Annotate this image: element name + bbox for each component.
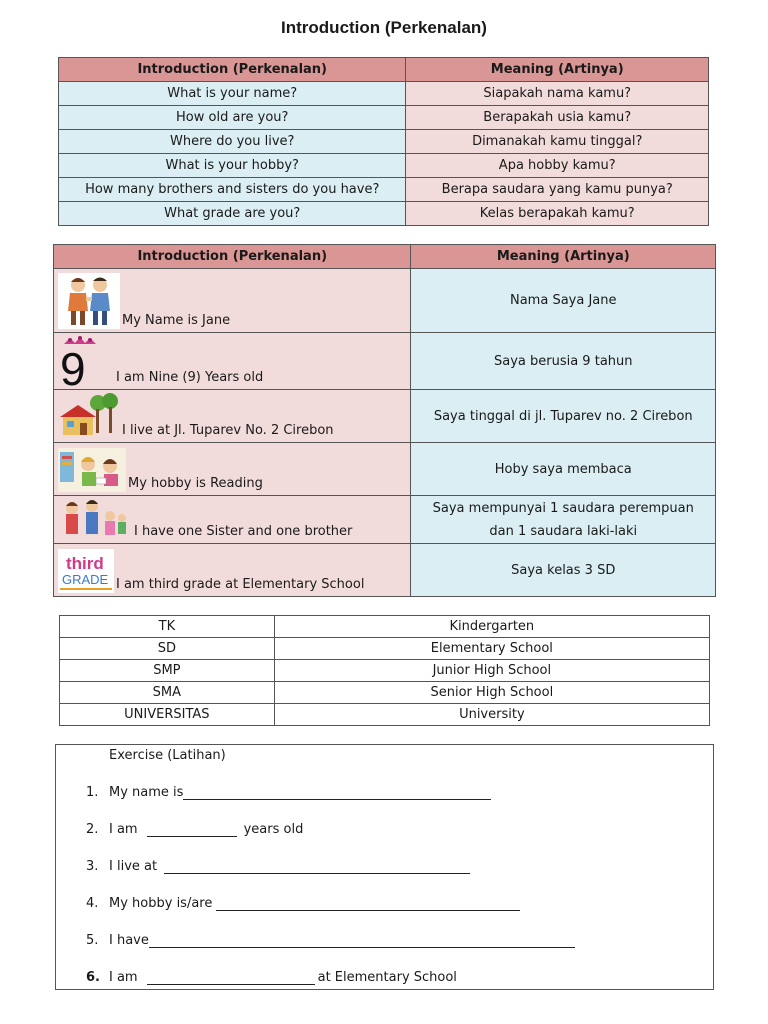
answer-text: My hobby is Reading bbox=[128, 476, 263, 491]
table-row bbox=[59, 178, 709, 202]
item-number: 3. bbox=[86, 859, 99, 874]
house-trees-icon bbox=[58, 393, 120, 439]
meaning-cell: Saya berusia 9 tahun bbox=[411, 333, 716, 390]
question-cell: Where do you live? bbox=[59, 130, 406, 154]
exercise-box bbox=[55, 744, 714, 990]
family-icon bbox=[58, 500, 130, 540]
answer-cell bbox=[54, 496, 411, 544]
table-row bbox=[59, 154, 709, 178]
meaning-cell: Kelas berapakah kamu? bbox=[406, 202, 709, 226]
exercise-title: Exercise (Latihan) bbox=[109, 748, 226, 763]
meaning-cell: Saya kelas 3 SD bbox=[411, 544, 716, 597]
number-nine-icon bbox=[58, 336, 110, 386]
answer-cell bbox=[54, 443, 411, 496]
answer-text: I live at Jl. Tuparev No. 2 Cirebon bbox=[122, 423, 334, 438]
third-word: third bbox=[66, 554, 104, 573]
meaning-cell: Siapakah nama kamu? bbox=[406, 82, 709, 106]
meaning-line: Saya mempunyai 1 saudara perempuan bbox=[432, 500, 694, 516]
meaning-line: dan 1 saudara laki-laki bbox=[489, 523, 638, 539]
level-abbr: SD bbox=[60, 638, 275, 660]
level-abbr: SMA bbox=[60, 682, 275, 704]
level-name: University bbox=[274, 704, 709, 726]
table-row bbox=[54, 443, 716, 496]
item-prompt: I am bbox=[109, 970, 138, 985]
table-row bbox=[60, 660, 710, 682]
item-number: 2. bbox=[86, 822, 99, 837]
meaning-cell: Saya tinggal di jl. Tuparev no. 2 Cirebon bbox=[411, 390, 716, 443]
header-introduction: Introduction (Perkenalan) bbox=[54, 245, 411, 269]
header-meaning: Meaning (Artinya) bbox=[406, 58, 709, 82]
table-header-row bbox=[54, 245, 716, 269]
exercise-item bbox=[86, 859, 473, 874]
item-prompt: I am bbox=[109, 822, 138, 837]
table-row bbox=[59, 202, 709, 226]
school-levels-table bbox=[59, 615, 710, 726]
table-row bbox=[54, 390, 716, 443]
answer-blank[interactable] bbox=[216, 897, 520, 911]
answers-table bbox=[53, 244, 716, 597]
question-cell: What grade are you? bbox=[59, 202, 406, 226]
table-row bbox=[54, 269, 716, 333]
level-name: Junior High School bbox=[274, 660, 709, 682]
item-number: 6. bbox=[86, 970, 100, 985]
answer-cell bbox=[54, 390, 411, 443]
item-prompt: I live at bbox=[109, 859, 158, 874]
meaning-cell: Nama Saya Jane bbox=[411, 269, 716, 333]
level-name: Elementary School bbox=[274, 638, 709, 660]
children-reading-icon bbox=[58, 448, 126, 492]
meaning-cell: Berapa saudara yang kamu punya? bbox=[406, 178, 709, 202]
exercise-item bbox=[86, 970, 457, 985]
header-introduction: Introduction (Perkenalan) bbox=[59, 58, 406, 82]
meaning-cell: Hoby saya membaca bbox=[411, 443, 716, 496]
children-greeting-icon bbox=[58, 273, 120, 329]
table-row bbox=[60, 638, 710, 660]
level-name: Senior High School bbox=[274, 682, 709, 704]
answer-blank[interactable] bbox=[149, 934, 575, 948]
item-prompt: My hobby is/are bbox=[109, 896, 213, 911]
table-row bbox=[60, 704, 710, 726]
table-row bbox=[60, 616, 710, 638]
answer-cell bbox=[54, 333, 411, 390]
questions-table bbox=[58, 57, 709, 226]
question-cell: How old are you? bbox=[59, 106, 406, 130]
answer-text: I am Nine (9) Years old bbox=[116, 370, 264, 385]
table-row bbox=[59, 106, 709, 130]
meaning-cell: Berapakah usia kamu? bbox=[406, 106, 709, 130]
answer-text: I have one Sister and one brother bbox=[134, 524, 353, 539]
table-row bbox=[54, 544, 716, 597]
answer-cell bbox=[54, 269, 411, 333]
answer-blank[interactable] bbox=[183, 786, 491, 800]
item-number: 1. bbox=[86, 785, 99, 800]
exercise-item bbox=[86, 896, 523, 911]
table-row bbox=[54, 496, 716, 544]
level-abbr: TK bbox=[60, 616, 275, 638]
item-suffix: at Elementary School bbox=[317, 970, 457, 985]
answer-text: My Name is Jane bbox=[122, 313, 231, 328]
meaning-cell: Dimanakah kamu tinggal? bbox=[406, 130, 709, 154]
exercise-item bbox=[86, 933, 578, 948]
answer-blank[interactable] bbox=[164, 860, 470, 874]
question-cell: What is your name? bbox=[59, 82, 406, 106]
level-name: Kindergarten bbox=[274, 616, 709, 638]
answer-blank[interactable] bbox=[147, 971, 315, 985]
item-number: 4. bbox=[86, 896, 99, 911]
item-prompt: I have bbox=[109, 933, 149, 948]
answer-blank[interactable] bbox=[147, 823, 237, 837]
exercise-item bbox=[86, 822, 303, 837]
level-abbr: SMP bbox=[60, 660, 275, 682]
header-meaning: Meaning (Artinya) bbox=[411, 245, 716, 269]
exercise-item bbox=[86, 785, 494, 800]
table-row bbox=[54, 333, 716, 390]
table-row bbox=[59, 82, 709, 106]
page-title: Introduction (Perkenalan) bbox=[281, 18, 487, 37]
item-number: 5. bbox=[86, 933, 99, 948]
item-prompt: My name is bbox=[109, 785, 184, 800]
table-row bbox=[59, 130, 709, 154]
nine-digit: 9 bbox=[60, 343, 86, 386]
meaning-cell bbox=[411, 496, 716, 544]
question-cell: How many brothers and sisters do you have? bbox=[59, 178, 406, 202]
answer-cell bbox=[54, 544, 411, 597]
meaning-cell: Apa hobby kamu? bbox=[406, 154, 709, 178]
grade-word: GRADE bbox=[62, 572, 109, 587]
question-cell: What is your hobby? bbox=[59, 154, 406, 178]
table-row bbox=[60, 682, 710, 704]
third-grade-icon bbox=[58, 549, 114, 593]
level-abbr: UNIVERSITAS bbox=[60, 704, 275, 726]
answer-text: I am third grade at Elementary School bbox=[116, 577, 365, 592]
table-header-row bbox=[59, 58, 709, 82]
item-suffix: years old bbox=[243, 822, 304, 837]
